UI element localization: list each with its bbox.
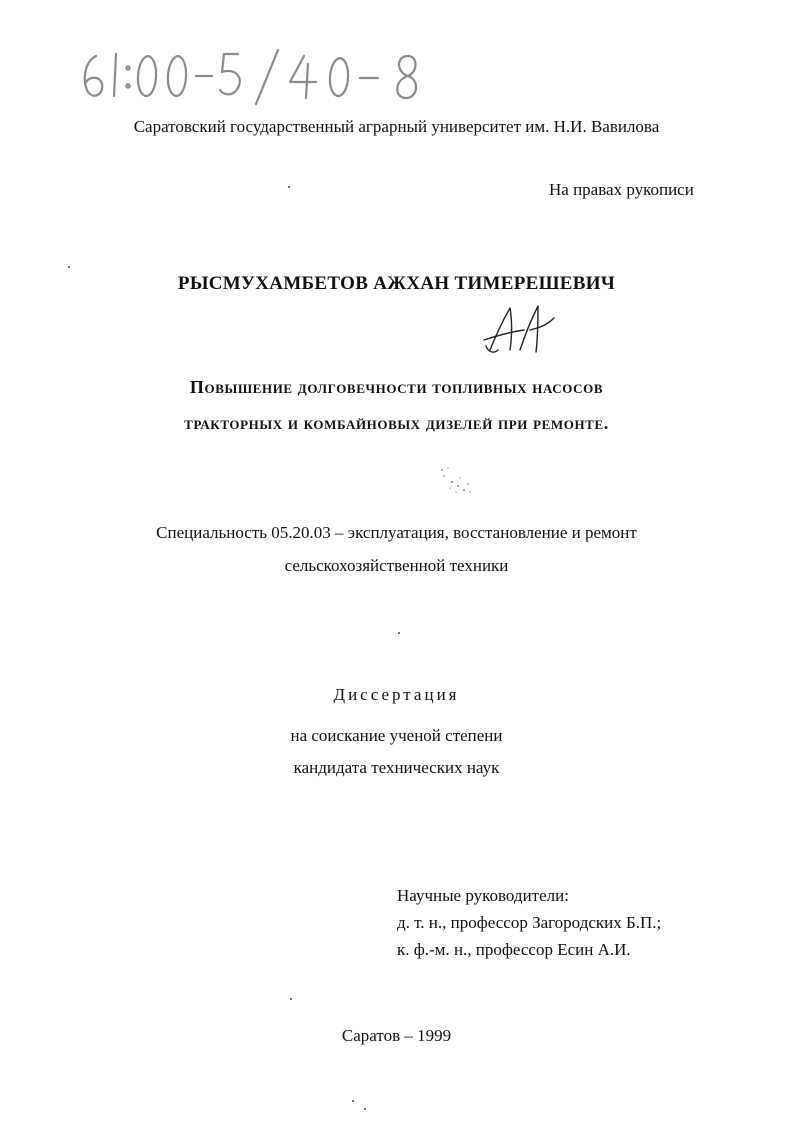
scan-dot	[364, 1108, 366, 1110]
degree-line-2: кандидата технических наук	[293, 758, 500, 777]
document-type: Диссертация	[333, 685, 460, 704]
scan-dot	[352, 1100, 354, 1102]
university-name: Саратовский государственный аграрный университет им. Н.И. Вавилова	[133, 117, 660, 136]
author-signature	[480, 300, 560, 358]
advisor-1: д. т. н., профессор Загородских Б.П.;	[397, 913, 662, 932]
scan-dot	[290, 998, 292, 1000]
degree-line-1: на соискание ученой степени	[290, 726, 503, 745]
archive-code-handwriting	[78, 46, 428, 108]
scan-dot	[398, 632, 400, 634]
specialty-line-1: Специальность 05.20.03 – эксплуатация, восстановление и ремонт	[156, 523, 637, 542]
scan-speckle	[430, 462, 480, 502]
author-name: РЫСМУХАМБЕТОВ АЖХАН ТИМЕРЕШЕВИЧ	[177, 273, 616, 294]
dissertation-title-line-1: Повышение долговечности топливных насосов	[189, 377, 604, 397]
scan-dot	[288, 186, 290, 188]
advisors-heading: Научные руководители:	[397, 886, 569, 905]
place-and-year: Саратов – 1999	[341, 1026, 452, 1045]
specialty-line-2: сельскохозяйственной техники	[284, 556, 509, 575]
scan-dot	[68, 266, 70, 268]
advisor-2: к. ф.-м. н., профессор Есин А.И.	[397, 940, 631, 959]
manuscript-rights-note: На правах рукописи	[549, 180, 694, 199]
dissertation-title-line-2: тракторных и комбайновых дизелей при ремонте.	[184, 413, 609, 433]
